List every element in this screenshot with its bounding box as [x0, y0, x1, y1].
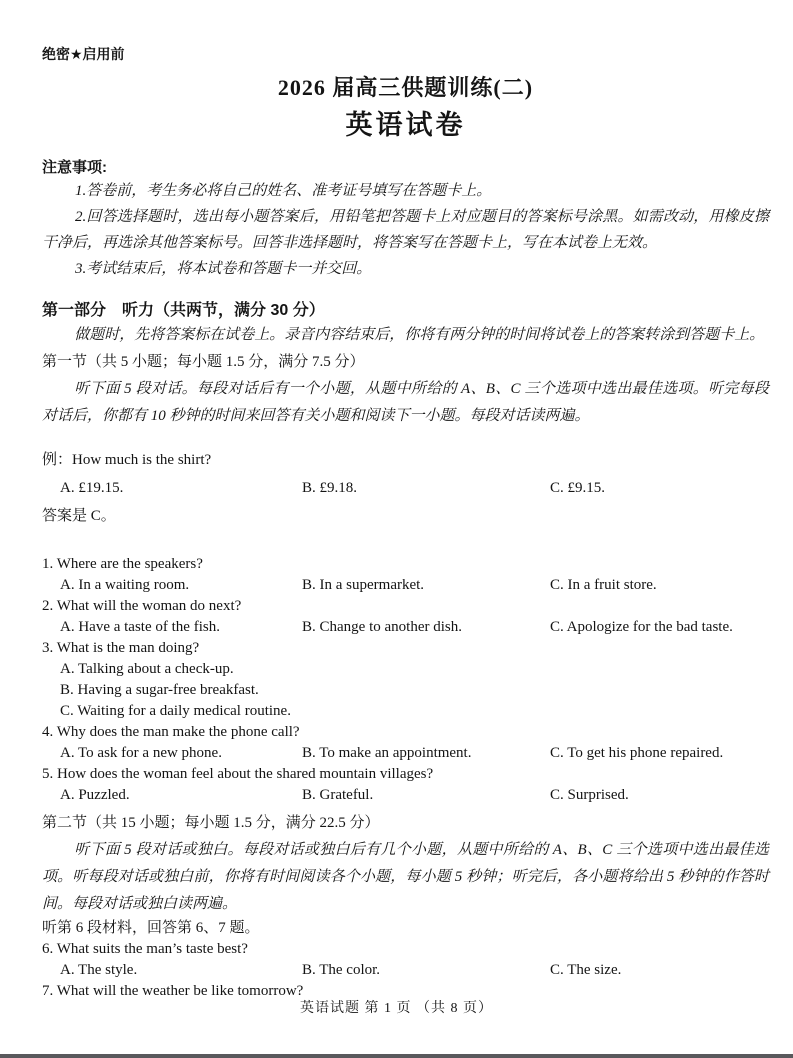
example-block — [42, 446, 769, 530]
question-2-option-c: C. Apologize for the bad taste. — [550, 619, 733, 635]
question-2-options — [60, 617, 769, 638]
notice-item-1: 1.答卷前，考生务必将自己的姓名、准考证号填写在答题卡上。 — [75, 183, 492, 199]
question-4-option-a: A. To ask for a new phone. — [60, 745, 222, 761]
notice-item-3: 3.考试结束后，将本试卷和答题卡一并交回。 — [75, 261, 372, 277]
question-3-option-b: B. Having a sugar-free breakfast. — [60, 682, 259, 698]
question-4-option-c: C. To get his phone repaired. — [550, 745, 724, 761]
material-note: 听第 6 段材料，回答第 6、7 题。 — [42, 920, 260, 936]
question-6-option-a: A. The style. — [60, 962, 138, 978]
secrecy-label: 绝密★启用前 — [42, 46, 125, 62]
notice-heading: 注意事项: — [42, 159, 107, 176]
example-answer: 答案是 C。 — [42, 508, 116, 524]
question-3-option-a: A. Talking about a check-up. — [60, 661, 234, 677]
page-footer: 英语试题 第 1 页 （共 8 页） — [300, 1001, 493, 1016]
part1-heading: 第一部分 听力（共两节，满分 30 分） — [42, 302, 325, 319]
section2-heading: 第二节（共 15 小题；每小题 1.5 分，满分 22.5 分） — [42, 815, 380, 831]
question-6-option-b: B. The color. — [302, 962, 381, 978]
exam-title: 2026 届高三供题训练(二) — [277, 75, 534, 100]
question-7-text: 7. What will the weather be like tomorrow? — [42, 983, 304, 999]
question-4-options — [60, 743, 769, 764]
section1-question-list — [42, 554, 769, 806]
question-1-option-c: C. In a fruit store. — [550, 577, 657, 593]
part1-note: 做题时，先将答案标在试卷上。录音内容结束后，你将有两分钟的时间将试卷上的答案转涂到答题卡上。 — [74, 327, 765, 343]
question-2-option-a: A. Have a taste of the fish. — [60, 619, 220, 635]
question-2-option-b: B. Change to another dish. — [302, 619, 462, 635]
example-options-row — [60, 474, 769, 502]
section1-instructions: 听下面 5 段对话。每段对话后有一个小题，从题中所给的 A、B、C 三个选项中选出最佳选项。听完每段对话后，你都有 10 秒钟的时间来回答有关小题和阅读下一小题。每段对话读两遍。 — [42, 381, 769, 424]
question-5-option-b: B. Grateful. — [302, 787, 374, 803]
question-4-text: 4. Why does the man make the phone call? — [42, 724, 300, 740]
section1-heading: 第一节（共 5 小题；每小题 1.5 分，满分 7.5 分） — [42, 354, 365, 370]
question-4-option-b: B. To make an appointment. — [302, 745, 472, 761]
question-1-option-a: A. In a waiting room. — [60, 577, 190, 593]
question-1-options — [60, 575, 769, 596]
question-6-options — [60, 960, 769, 981]
question-3-option-c: C. Waiting for a daily medical routine. — [60, 703, 291, 719]
question-3-text: 3. What is the man doing? — [42, 640, 200, 656]
question-5-options — [60, 785, 769, 806]
question-6-text: 6. What suits the man’s taste best? — [42, 941, 248, 957]
question-5-option-a: A. Puzzled. — [60, 787, 130, 803]
question-2-text: 2. What will the woman do next? — [42, 598, 242, 614]
scan-edge-bar — [0, 1054, 793, 1058]
section2-instructions: 听下面 5 段对话或独白。每段对话或独白后有几个小题，从题中所给的 A、B、C 三个选项中选出最佳选项。听每段对话或独白前，你将有时间阅读各个小题，每小题 5 秒钟；听完后，各小题将给出 5 秒钟的作答时间。每段对话或独白读两遍。 — [42, 842, 769, 912]
example-option-a: A. £19.15. — [60, 480, 124, 496]
question-1-text: 1. Where are the speakers? — [42, 556, 203, 572]
example-option-c: C. £9.15. — [550, 480, 606, 496]
question-1-option-b: B. In a supermarket. — [302, 577, 425, 593]
section2-question-list — [42, 939, 769, 1002]
example-question: 例：How much is the shirt? — [42, 452, 212, 468]
question-6-option-c: C. The size. — [550, 962, 622, 978]
exam-subtitle: 英语试卷 — [345, 110, 466, 140]
notice-item-2: 2.回答选择题时，选出每小题答案后，用铅笔把答题卡上对应题目的答案标号涂黑。如需改动，用橡皮擦干净后，再选涂其他答案标号。回答非选择题时，将答案写在答题卡上，写在本试卷上无效。 — [42, 209, 769, 251]
question-5-text: 5. How does the woman feel about the shared mountain villages? — [42, 766, 434, 782]
question-5-option-c: C. Surprised. — [550, 787, 629, 803]
question-3-options — [60, 659, 769, 722]
example-option-b: B. £9.18. — [302, 480, 358, 496]
